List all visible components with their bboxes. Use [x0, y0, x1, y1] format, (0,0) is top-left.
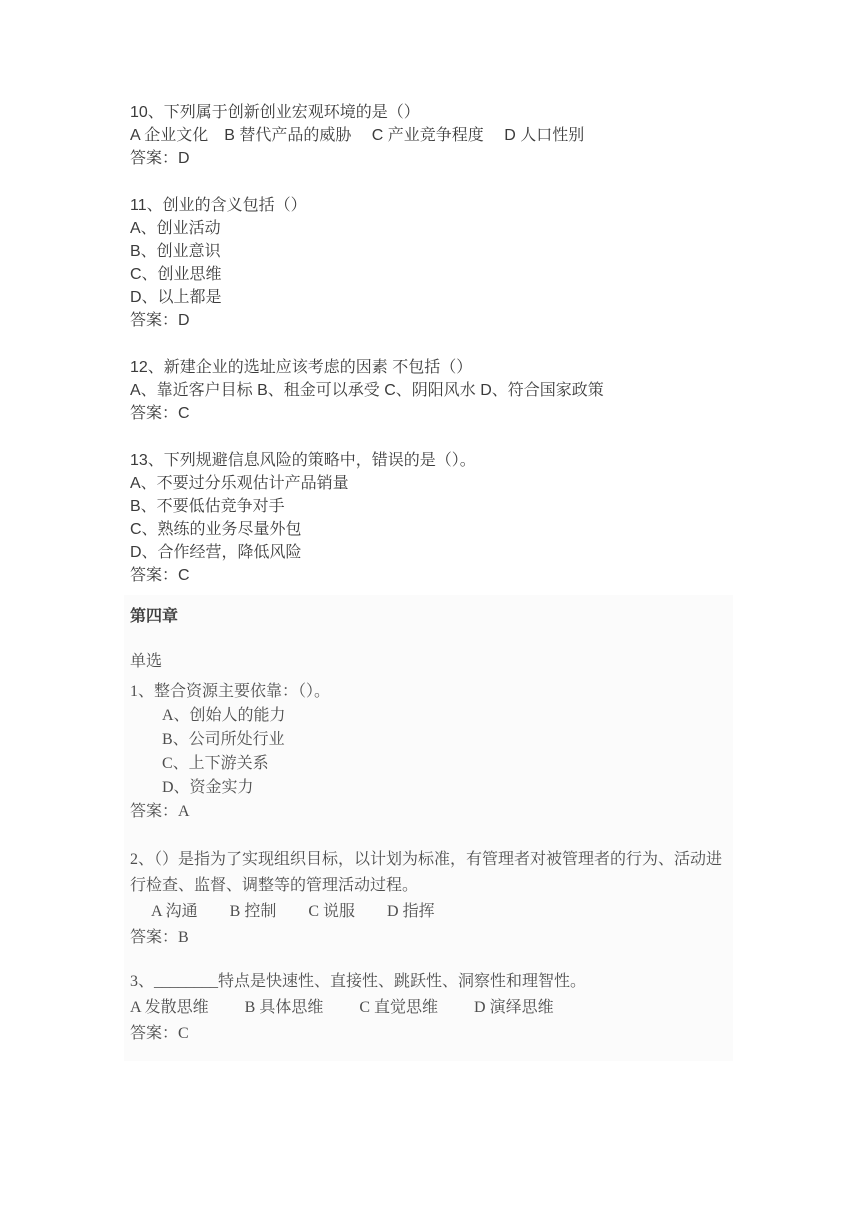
question-options: A、靠近客户目标 B、租金可以承受 C、阴阳风水 D、符合国家政策 [130, 382, 604, 399]
chapter-four-content [130, 605, 730, 1047]
chapter-title: 第四章 [130, 608, 179, 625]
chapter-four-panel [124, 595, 733, 1061]
question-options: A 发散思维 B 具体思维 C 直觉思维 D 演绎思维 [130, 999, 554, 1016]
question-block-1 [130, 680, 730, 824]
question-option-b: B、公司所处行业 [162, 731, 285, 748]
chapter-subtitle: 单选 [130, 653, 163, 670]
question-title: 1、整合资源主要依靠：（）。 [130, 683, 331, 700]
question-option-c: C、创业思维 [130, 266, 222, 283]
question-title: 10、下列属于创新创业宏观环境的是（） [130, 104, 420, 121]
question-options: A 沟通 B 控制 C 说服 D 指挥 [151, 903, 435, 920]
question-title: 13、下列规避信息风险的策略中，错误的是（）。 [130, 452, 476, 469]
question-option-a: A、创业活动 [130, 220, 221, 237]
question-option-d: D、资金实力 [162, 779, 254, 796]
answer-line: 答案：A [130, 803, 190, 820]
question-option-b: B、创业意识 [130, 243, 221, 260]
question-option-d: D、合作经营，降低风险 [130, 544, 302, 561]
answer-line: 答案：C [130, 1025, 189, 1042]
question-options: A 企业文化 B 替代产品的威胁 C 产业竞争程度 D 人口性别 [130, 127, 585, 144]
question-title: 3、________特点是快速性、直接性、跳跃性、洞察性和理智性。 [130, 973, 587, 990]
answer-line: 答案：B [130, 929, 189, 946]
answer-line: 答案：C [130, 567, 190, 584]
question-block-12 [130, 356, 736, 425]
question-block-10 [130, 101, 736, 170]
question-block-3 [130, 969, 730, 1047]
question-block-13 [130, 449, 736, 587]
question-title: 2、（）是指为了实现组织目标，以计划为标准，有管理者对被管理者的行为、活动进行检查、监督、调整等的管理活动过程。 [130, 851, 723, 894]
question-title: 11、创业的含义包括（） [130, 197, 307, 214]
question-option-a: A、创始人的能力 [162, 707, 286, 724]
question-option-d: D、以上都是 [130, 289, 222, 306]
answer-line: 答案：C [130, 405, 190, 422]
answer-line: 答案：D [130, 312, 190, 329]
question-block-2 [130, 847, 730, 951]
question-section-top [130, 0, 736, 587]
question-option-b: B、不要低估竞争对手 [130, 498, 285, 515]
question-option-a: A、不要过分乐观估计产品销量 [130, 475, 349, 492]
question-option-c: C、熟练的业务尽量外包 [130, 521, 302, 538]
question-option-c: C、上下游关系 [162, 755, 269, 772]
answer-line: 答案：D [130, 150, 190, 167]
question-block-11 [130, 194, 736, 332]
question-title: 12、新建企业的选址应该考虑的因素 不包括（） [130, 359, 473, 376]
